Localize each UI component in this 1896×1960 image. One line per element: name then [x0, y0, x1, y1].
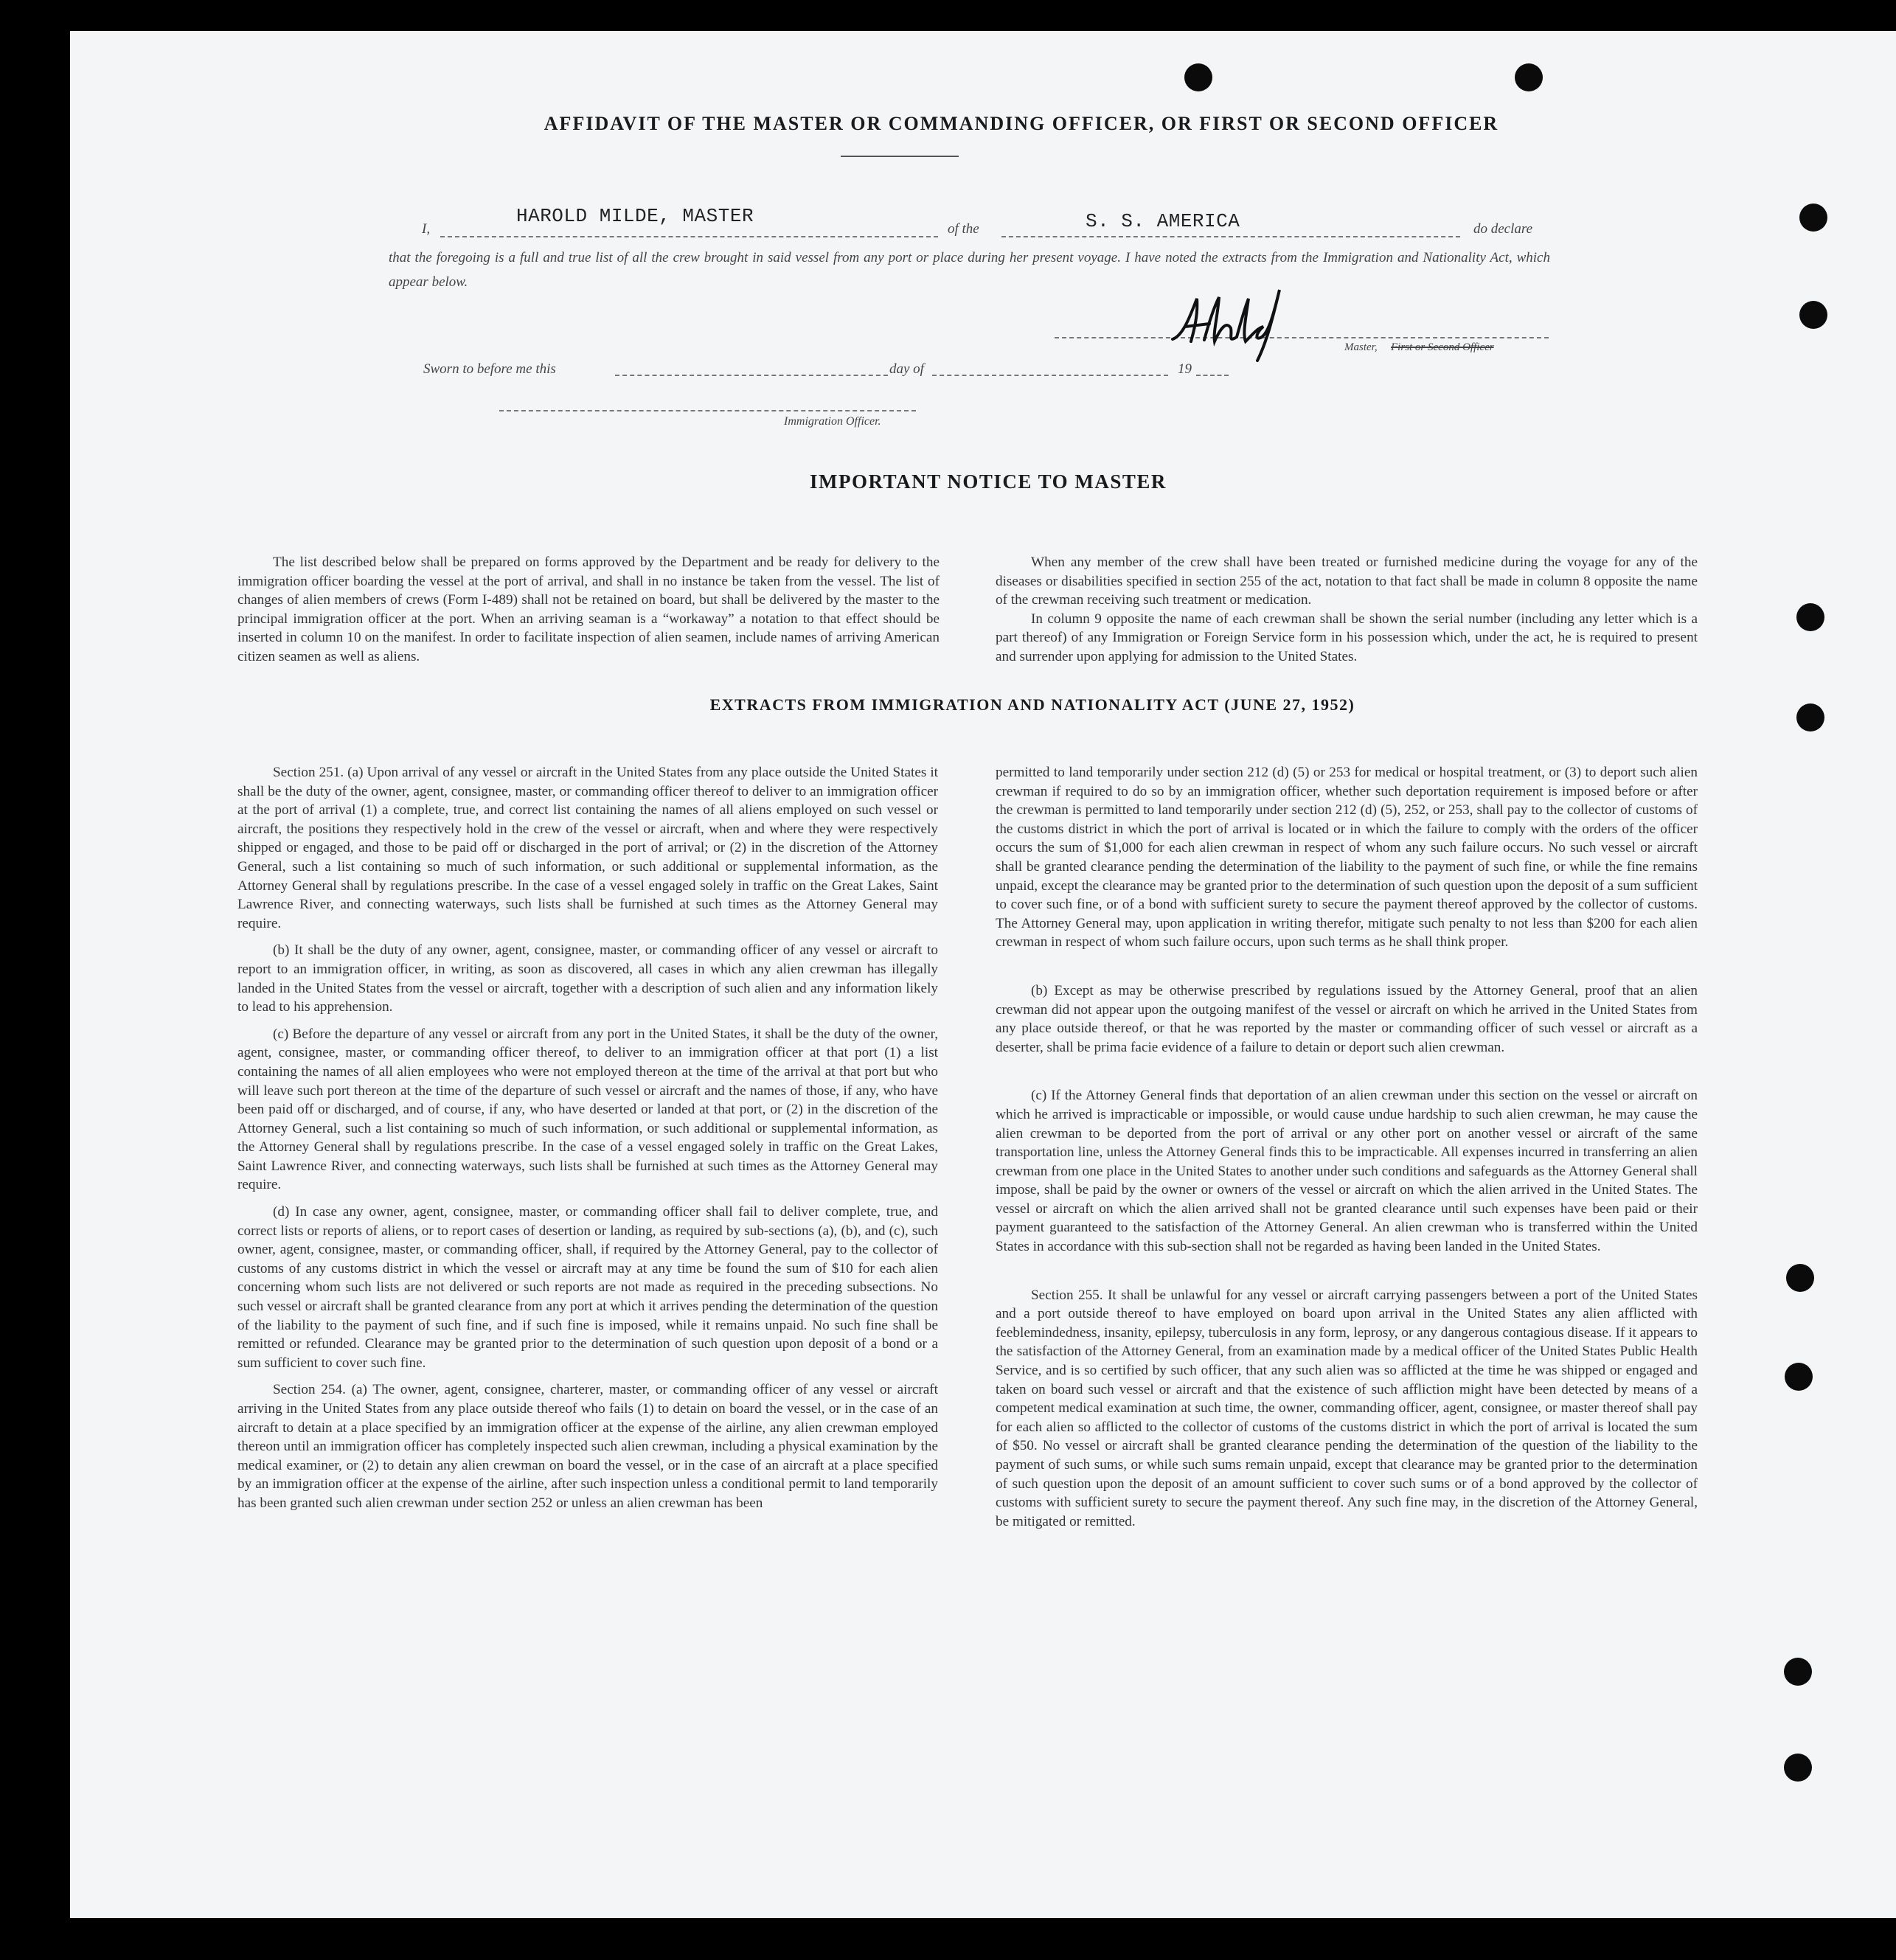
punch-hole	[1799, 204, 1827, 232]
immigration-officer-label: Immigration Officer.	[784, 415, 881, 428]
extracts-left-column	[237, 763, 938, 1521]
vessel-name: S. S. AMERICA	[1086, 210, 1240, 232]
punch-hole	[1786, 1264, 1814, 1292]
signature-caption-master: Master,	[1344, 341, 1378, 353]
title-rule	[841, 156, 959, 157]
section-254-b: (b) Except as may be otherwise prescribed by regulations issued by the Attorney General, proof that an alien crewman did not appear upon the outgoing manifest of the vessel or aircraft on which he arrived in the United States from any place outside thereof, or that he was reported by the master or commanding officer of such vessel or aircraft as a deserter, shall be prima facie evidence of a failure to detain or deport such alien crewman.	[996, 982, 1698, 1055]
declaration-text: that the foregoing is a full and true list of all the crew brought in said vessel from any port or place during her present voyage. I have noted the extracts from the Immigration and Nationality Act, which appear below.	[389, 250, 1550, 290]
punch-hole	[1784, 1658, 1812, 1686]
notice-right-paragraph-1: When any member of the crew shall have been treated or furnished medicine during the voyage for any of the diseases or disabilities specified in section 255 of the act, notation to that fact shall be made in column 8 opposite the name of the crewman receiving such treatment or medication.	[996, 555, 1698, 608]
i-label: I,	[422, 221, 431, 237]
extracts-title: EXTRACTS FROM IMMIGRATION AND NATIONALITY ACT (JUNE 27, 1952)	[709, 695, 1355, 714]
section-254-a: Section 254. (a) The owner, agent, consignee, charterer, master, or commanding officer of any vessel or aircraft arriving in the United States from any place outside thereof who fails (1) to detain on board the vessel, or in the case of an aircraft to detain at a place specified by an immigration officer at the expense of the airline, any alien crewman employed thereon until an immigration officer has completely inspected such alien crewman, including a physical examination by the medical examiner, or (2) to detain any alien crewman on board the vessel, or in the case of an aircraft at a place specified by an immigration officer at the expense of the airline, after such inspection unless a conditional permit to land temporarily has been granted such alien crewman under section 252 or unless an alien crewman has been	[237, 1382, 938, 1511]
punch-hole	[1796, 603, 1824, 631]
do-declare-label: do declare	[1473, 221, 1533, 237]
section-251-d: (d) In case any owner, agent, consignee, master, or commanding officer shall fail to deliver complete, true, and correct lists or reports of aliens, or to report cases of desertion or landing, as required by sub-sections (a), (b), and (c), such owner, agent, consignee, master, or commanding officer, shall, if required by the Attorney General, pay to the collector of customs of any customs district in which the vessel or aircraft may at any time be found the sum of $10 for each alien concerning whom such lists are not delivered or such reports are not made as required in the preceding subsections. No such vessel or aircraft shall be granted clearance from any port at which it arrives pending the determination of the question of the liability to the payment of such fine, and if such fine is imposed, while it remains unpaid. No such fine shall be remitted or refunded. Clearance may be granted prior to the determination of such question upon deposit of a bond or a sum sufficient to cover such fine.	[237, 1204, 938, 1371]
day-of-label: day of	[889, 361, 924, 377]
section-251-a: Section 251. (a) Upon arrival of any vessel or aircraft in the United States from any place outside the United States it shall be the duty of the owner, agent, consignee, master, or commanding officer thereof to deliver to an immigration officer at the port of arrival (1) a complete, true, and correct list containing the names of all aliens employed on such vessel or aircraft, the positions they respectively hold in the crew of the vessel or aircraft, when and where they were respectively shipped or engaged, and those to be paid off or discharged in the port of arrival; or (2) in the discretion of the Attorney General, such a list containing so much of such information, or such additional or supplemental information, as the Attorney General shall by regulations prescribe. In the case of a vessel engaged solely in traffic on the Great Lakes, Saint Lawrence River, and connecting waterways, such lists shall be furnished at such times as the Attorney General may require.	[237, 765, 938, 931]
sworn-month-line	[932, 375, 1168, 376]
punch-hole	[1799, 301, 1827, 329]
master-signature	[1169, 284, 1287, 365]
section-251-c: (c) Before the departure of any vessel or aircraft from any port in the United States, it shall be the duty of the owner, agent, consignee, master, or commanding officer thereof, to deliver to an immigration officer at that port (1) a list containing the names of all alien employees who were not employed thereon at the time of the arrival at that port but who will leave such port thereon at the time of the departure of such vessel or aircraft and the names of those, if any, who have been paid off or discharged, and of course, if any, who have deserted or landed at that port, or (2) in the discretion of the Attorney General, such a list containing so much of such information, or such additional or supplemental information, as the Attorney General shall by regulations prescribe. In the case of a vessel engaged solely in traffic on the Great Lakes, Saint Lawrence River, and connecting waterways, such lists shall be furnished at such times as the Attorney General may require.	[237, 1026, 938, 1193]
sworn-label: Sworn to before me this	[423, 361, 556, 377]
sworn-day-line	[615, 375, 888, 376]
notice-left-column	[237, 553, 940, 675]
section-255: Section 255. It shall be unlawful for any vessel or aircraft carrying passengers between a port of the United States and a port outside thereof to have employed on board upon arrival in the United States any alien afflicted with feeblemindedness, insanity, epilepsy, tuberculosis in any form, leprosy, or any dangerous contagious disease. If it appears to the satisfaction of the Attorney General, from an examination made by a medical officer of the United States Public Health Service, and is so certified by such officer, that any such alien was so afflicted at the time he was shipped or engaged and taken on board such vessel or aircraft and that the existence of such affliction might have been detected by means of a competent medical examination at such time, the owner, commanding officer, agent, consignee, or master thereof shall pay for each alien so afflicted to the collector of customs of the customs district in which the port of arrival is located the sum of $50. No vessel or aircraft shall be granted clearance pending the determination of the question of the liability to the payment of such sums, or while such sums remain unpaid, except that clearance may be granted prior to the determination of such question upon the deposit of an amount sufficient to cover such sums or of a bond approved by the collector of customs with sufficient surety to secure the payment thereof. Any such fine may, in the discretion of the Attorney General, be mitigated or remitted.	[996, 1287, 1698, 1529]
affidavit-title: AFFIDAVIT OF THE MASTER OR COMMANDING OFFICER, OR FIRST OR SECOND OFFICER	[544, 113, 1499, 134]
punch-hole	[1796, 703, 1824, 731]
notice-title: IMPORTANT NOTICE TO MASTER	[810, 470, 1167, 493]
sworn-year-line	[1196, 375, 1229, 376]
signature-line	[1055, 337, 1549, 338]
section-251-b: (b) It shall be the duty of any owner, agent, consignee, master, or commanding officer of any vessel or aircraft to report to an immigration officer, in writing, as soon as discovered, all cases in which any alien crewman has illegally landed in the United States from the vessel or aircraft, together with a description of such alien and any information likely to lead to his apprehension.	[237, 942, 938, 1015]
punch-hole	[1784, 1754, 1812, 1782]
notice-right-column	[996, 553, 1698, 675]
immigration-officer-line	[499, 410, 916, 411]
vessel-name-line	[1001, 236, 1460, 237]
notice-right-paragraph-2: In column 9 opposite the name of each crewman shall be shown the serial number (including any letter which is a part thereof) of any Immigration or Foreign Service form in his possession which, under the act, he is required to present and surrender upon applying for admission to the United States.	[996, 611, 1698, 664]
extracts-right-column	[996, 763, 1698, 1539]
year-label: 19	[1178, 361, 1192, 377]
section-254-a-continued: permitted to land temporarily under section 212 (d) (5) or 253 for medical or hospital treatment, or (3) to deport such alien crewman if required to do so by an immigration officer, whether such deportation requirement is imposed before or after the crewman is permitted to land temporarily under section 212 (d) (5), 252, or 253, shall pay to the collector of customs of the customs district in which the port of arrival is located or in which the failure to comply with the orders of the officer occurs the sum of $1,000 for each alien crewman in respect of whom any such failure occurs. No such vessel or aircraft shall be granted clearance pending the determination of the liability to the payment of such fine, or while the fine remains unpaid, except the clearance may be granted prior to the determination of such question upon the deposit of a sum sufficient to cover such fine, or of a bond with sufficient surety to secure the payment thereof approved by the collector of customs. The Attorney General may, upon application in writing therefor, mitigate such penalty to not less than $200 for each alien crewman in respect of whom such failure occurs, upon such terms as he shall think proper.	[996, 765, 1698, 951]
punch-hole	[1785, 1363, 1813, 1391]
punch-hole	[1515, 63, 1543, 91]
signature-caption-struck: First or Second Officer	[1391, 341, 1494, 353]
section-254-c: (c) If the Attorney General finds that deportation of an alien crewman under this section on the vessel or aircraft on which he arrived is impracticable or impossible, or would cause undue hardship to such alien crewman, he may cause the alien crewman to be deported from the port of arrival or any other port on another vessel or aircraft of the same transportation line, unless the Attorney General finds this to be impracticable. All expenses incurred in transferring an alien crewman from one place in the United States to another under such conditions and safeguards as the Attorney General shall impose, shall be paid by the owner or owners of the vessel or aircraft on which the alien arrived in the United States. The vessel or aircraft on which the alien arrived shall not be granted clearance until such expenses have been paid or their payment guaranteed to the satisfaction of the Attorney General. An alien crewman who is transferred within the United States in accordance with this sub-section shall not be regarded as having been landed in the United States.	[996, 1088, 1698, 1255]
master-name: HAROLD MILDE, MASTER	[516, 205, 754, 227]
notice-left-paragraph: The list described below shall be prepared on forms approved by the Department and be ready for delivery to the immigration officer boarding the vessel at the port of arrival, and shall in no instance be taken from the vessel. The list of changes of alien members of crews (Form I-489) shall not be retained on board, but shall be delivered by the master to the principal immigration officer at the port. When an arriving seaman is a “workaway” a notation to that effect should be inserted in column 10 on the manifest. In order to facilitate inspection of alien seamen, include names of arriving American citizen seamen as well as aliens.	[237, 555, 940, 664]
master-name-line	[440, 236, 938, 237]
punch-hole	[1184, 63, 1212, 91]
of-the-label: of the	[948, 221, 979, 237]
